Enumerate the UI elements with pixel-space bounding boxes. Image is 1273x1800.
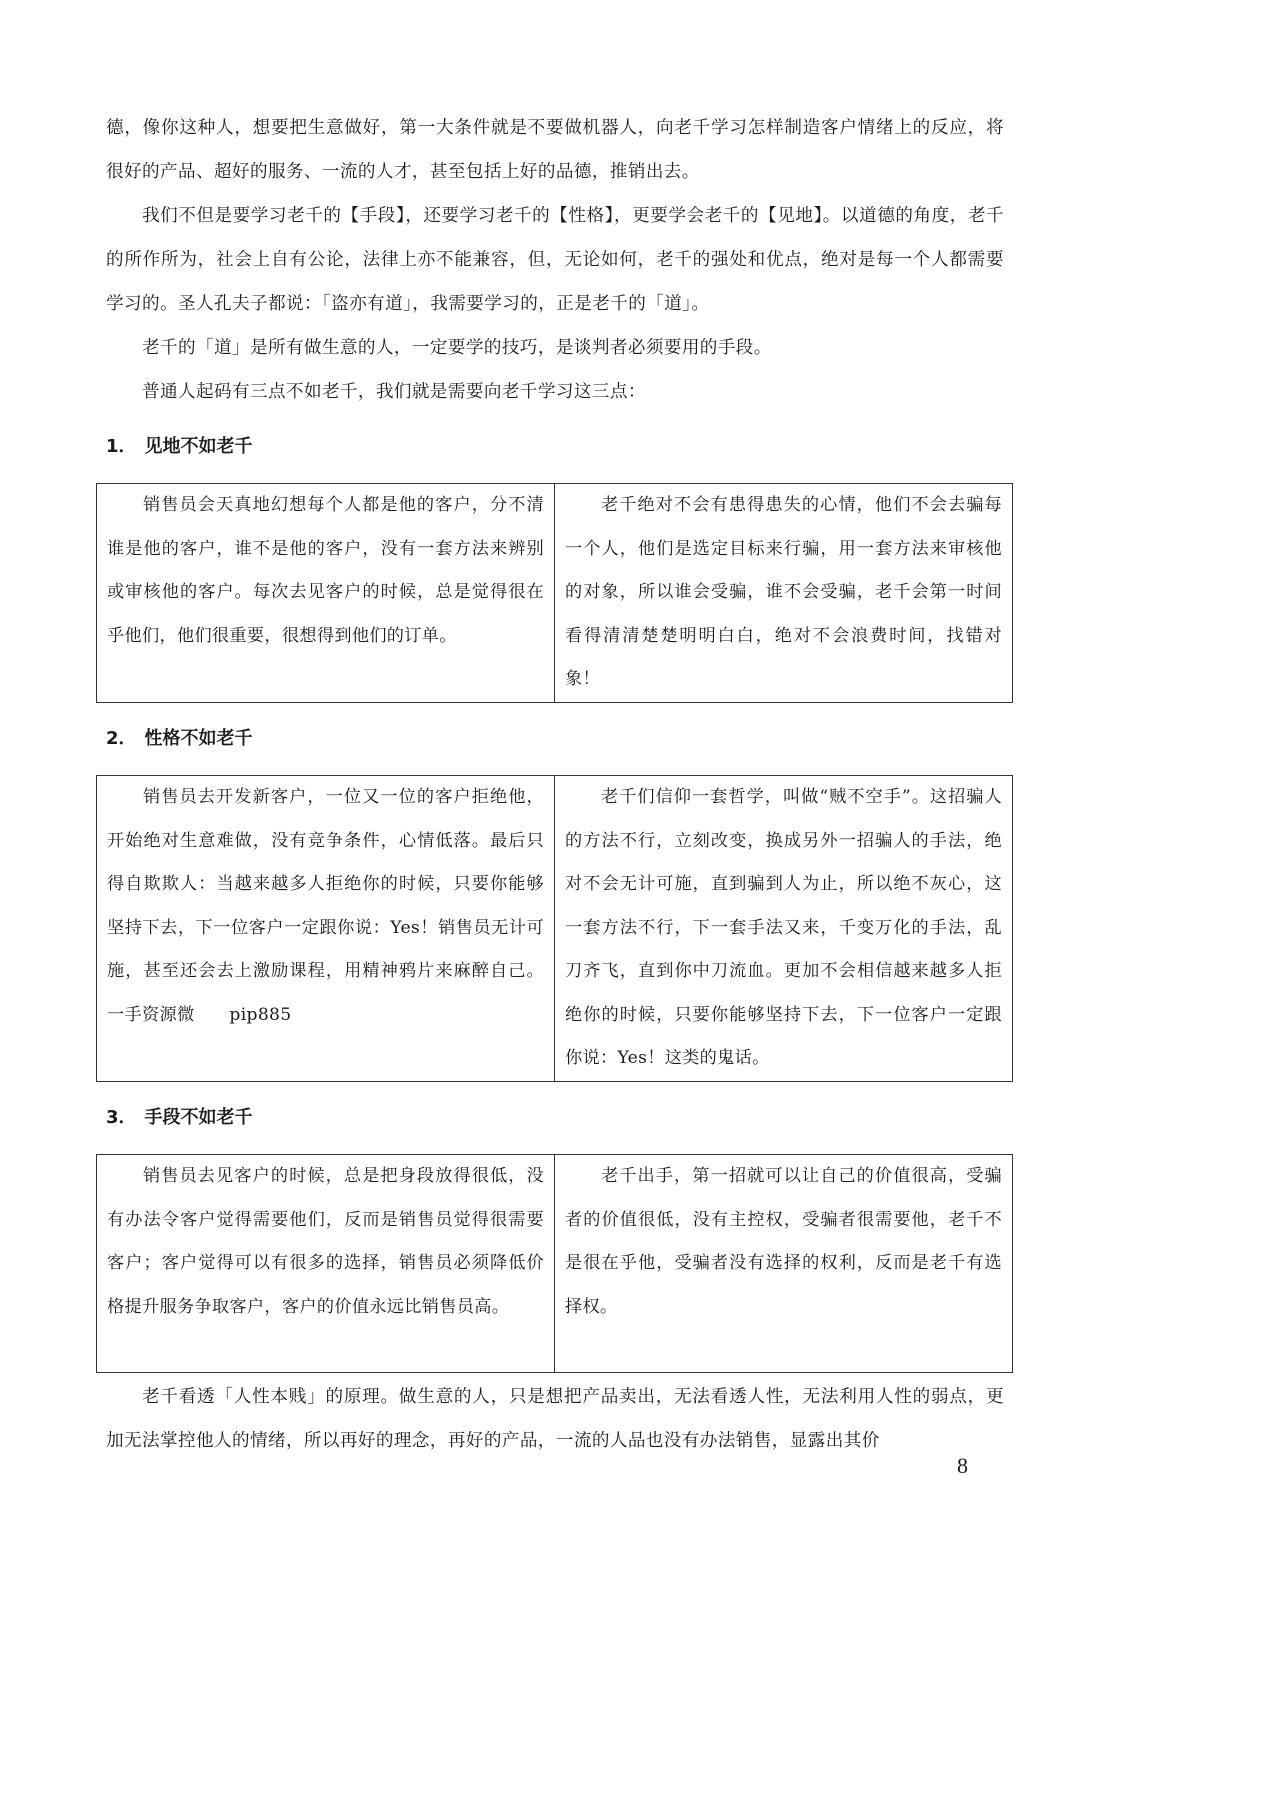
conman-cell xyxy=(555,484,1013,703)
comparison-table-2 xyxy=(96,775,1013,1082)
section-number: 3． xyxy=(106,1107,137,1128)
salesperson-cell xyxy=(97,776,555,1082)
table-row xyxy=(97,776,1013,1082)
section-title: 性格不如老千 xyxy=(144,728,253,749)
conman-cell xyxy=(555,1155,1013,1373)
intro-paragraph: 老千的「道」是所有做生意的人，一定要学的技巧，是谈判者必须要用的手段。 xyxy=(142,338,772,358)
section-number: 2． xyxy=(106,728,137,749)
table-row xyxy=(97,1155,1013,1373)
page-number: 8 xyxy=(957,1453,968,1478)
cell-text: 销售员去见客户的时候，总是把身段放得很低，没有办法令客户觉得需要他们，反而是销售员觉得很需要客户；客户觉得可以有很多的选择，销售员必须降低价格提升服务争取客户，客户的价值永远比销售员高。 xyxy=(107,1166,544,1317)
cell-text: 老千们信仰一套哲学，叫做“贼不空手”。这招骗人的方法不行，立刻改变，换成另外一招骗人的手法，绝对不会无计可施，直到骗到人为止，所以绝不灰心，这一套方法不行，下一套手法又来，千变万化的手法，乱刀齐飞，直到你中刀流血。更加不会相信越来越多人拒绝你的时候，只要你能够坚持下去，下一位客户一定跟你说：Yes！这类的鬼话。 xyxy=(565,787,1002,1068)
section-heading-1 xyxy=(106,432,253,458)
comparison-table-1 xyxy=(96,483,1013,703)
section-number: 1． xyxy=(106,436,137,457)
cell-text: 老千绝对不会有患得患失的心情，他们不会去骗每一个人，他们是选定目标来行骗，用一套方法来审核他的对象，所以谁会受骗，谁不会受骗，老千会第一时间看得清清楚楚明明白白，绝对不会浪费时间，找错对象！ xyxy=(565,495,1002,689)
closing-text xyxy=(106,1375,1004,1463)
conman-cell xyxy=(555,776,1013,1082)
salesperson-cell xyxy=(97,484,555,703)
salesperson-cell xyxy=(97,1155,555,1373)
intro-paragraph-continued: 德，像你这种人，想要把生意做好，第一大条件就是不要做机器人，向老千学习怎样制造客户情绪上的反应，将很好的产品、超好的服务、一流的人才，甚至包括上好的品德，推销出去。 xyxy=(106,118,1004,182)
cell-text: 销售员会天真地幻想每个人都是他的客户，分不清谁是他的客户，谁不是他的客户，没有一套方法来辨别或审核他的客户。每次去见客户的时候，总是觉得很在乎他们，他们很重要，很想得到他们的订单。 xyxy=(107,495,544,646)
intro-text xyxy=(106,106,1004,414)
section-heading-3 xyxy=(106,1103,253,1129)
table-row xyxy=(97,484,1013,703)
section-heading-2 xyxy=(106,724,253,750)
comparison-table-3 xyxy=(96,1154,1013,1373)
section-title: 手段不如老千 xyxy=(144,1107,253,1128)
cell-text: 销售员去开发新客户，一位又一位的客户拒绝他，开始绝对生意难做，没有竞争条件，心情低落。最后只得自欺欺人：当越来越多人拒绝你的时候，只要你能够坚持下去，下一位客户一定跟你说：Yes！销售员无计可施，甚至还会去上激励课程，用精神鸦片来麻醉自己。一手资源微 pip885 xyxy=(107,787,544,1025)
intro-paragraph: 普通人起码有三点不如老千，我们就是需要向老千学习这三点： xyxy=(142,382,646,402)
cell-text: 老千出手，第一招就可以让自己的价值很高，受骗者的价值很低，没有主控权，受骗者很需要他，老千不是很在乎他，受骗者没有选择的权利，反而是老千有选择权。 xyxy=(565,1166,1002,1317)
intro-paragraph: 我们不但是要学习老千的【手段】，还要学习老千的【性格】，更要学会老千的【见地】。以道德的角度，老千的所作所为，社会上自有公论，法律上亦不能兼容，但，无论如何，老千的强处和优点，绝对是每一个人都需要学习的。圣人孔夫子都说：「盗亦有道」，我需要学习的，正是老千的「道」。 xyxy=(106,206,1004,314)
section-title: 见地不如老千 xyxy=(144,436,253,457)
closing-paragraph: 老千看透「人性本贱」的原理。做生意的人，只是想把产品卖出，无法看透人性，无法利用人性的弱点，更加无法掌控他人的情绪，所以再好的理念，再好的产品，一流的人品也没有办法销售，显露出其价 xyxy=(106,1387,1004,1451)
